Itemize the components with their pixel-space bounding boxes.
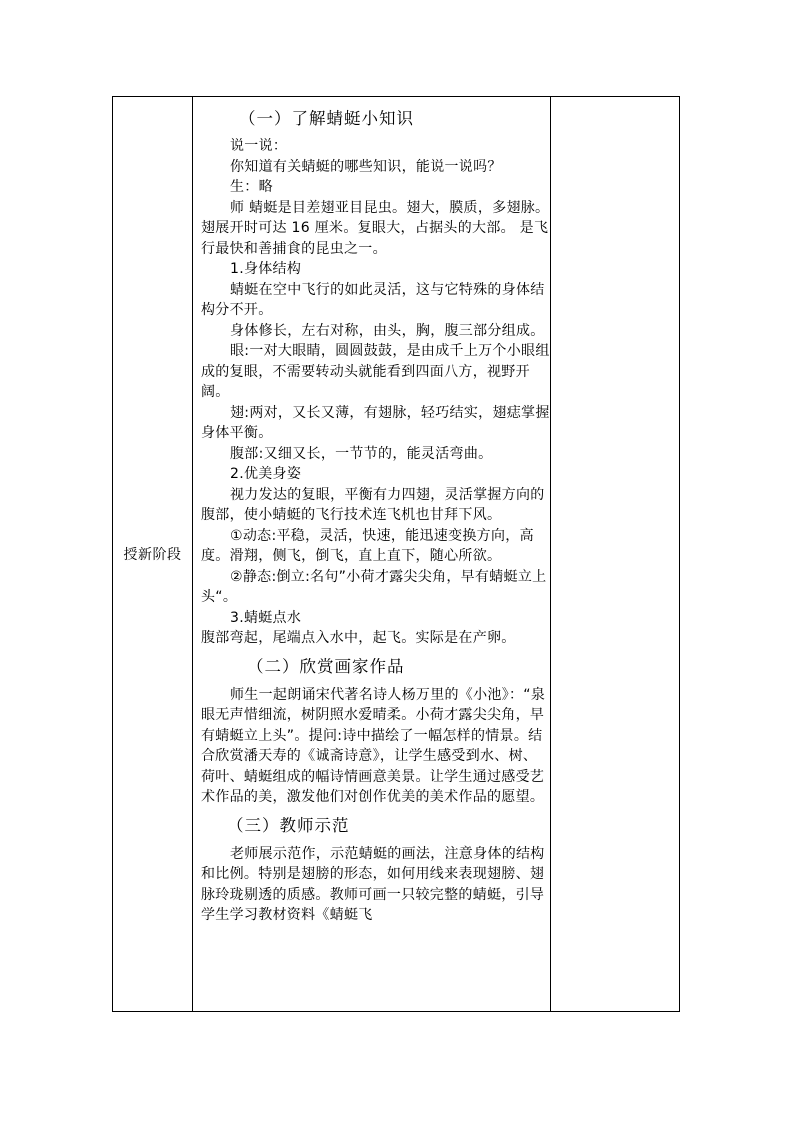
lesson-plan-table	[112, 96, 680, 1012]
paragraph: 师 蜻蜓是目差翅亚目昆虫。翅大，膜质，多翅脉。翅展开时可达 16 厘米。复眼大，占据头的大部。 是飞行最快和善捕食的昆虫之一。	[201, 199, 550, 257]
section-heading: （三）教师示范	[227, 815, 350, 835]
paragraph: 腹部:又细又长，一节节的，能灵活弯曲。	[230, 445, 493, 462]
paragraph: 翅:两对，又长又薄，有翅脉，轻巧结实，翅痣掌握身体平衡。	[201, 404, 550, 441]
paragraph: 视力发达的复眼，平衡有力四翅，灵活掌握方向的腹部，使小蜻蜓的飞行技术连飞机也甘拜下风。	[201, 486, 545, 523]
paragraph: 眼:一对大眼睛，圆圆鼓鼓，是由成千上万个小眼组成的复眼，不需要转动头就能看到四面八方，视野开阔。	[201, 343, 550, 400]
paragraph: 蜻蜓在空中飞行的如此灵活，这与它特殊的身体结构分不开。	[201, 281, 545, 318]
section-heading: （一）了解蜻蜓小知识	[239, 109, 414, 128]
paragraph: 老师展示范作，示范蜻蜓的画法，注意身体的结构和比例。特别是翅膀的形态，如何用线来表现翅膀、翅脉玲珑剔透的质感。教师可画一只较完整的蜻蜓，引导学生学习教材资料《蜻蜓飞	[201, 845, 545, 923]
paragraph: 师生一起朗诵宋代著名诗人杨万里的《小池》：“泉眼无声惜细流，树阴照水爱晴柔。小荷才露尖尖角，早有蜻蜓立上头”。提问:诗中描绘了一幅怎样的情景。结合欣赏潘天寿的《诚斋诗意》，让学生感受到水、树、荷叶、蜻蜓组成的幅诗情画意美景。让学生通过感受艺术作品的美，激发他们对创作优美的美术作品的愿望。	[201, 686, 546, 805]
paragraph: 腹部弯起，尾端点入水中，起飞。实际是在产卵。	[201, 630, 516, 646]
lesson-content	[201, 102, 551, 926]
paragraph: ①动态:平稳，灵活，快速，能迅速变换方向，高度。滑翔，侧飞，倒飞，直上直下，随心所欲。	[201, 527, 534, 564]
paragraph: 你知道有关蜻蜓的哪些知识，能说一说吗？	[230, 158, 502, 175]
paragraph: 说一说：	[230, 138, 288, 154]
paragraph: 生：略	[230, 179, 273, 195]
subheading: 2.优美身姿	[230, 466, 302, 482]
subheading: 3.蜻蜓点水	[230, 609, 302, 626]
column-divider	[192, 97, 193, 1011]
paragraph: 身体修长，左右对称，由头，胸，腹三部分组成。	[230, 322, 545, 339]
section-heading: （二）欣赏画家作品	[247, 656, 405, 676]
subheading: 1.身体结构	[230, 261, 302, 277]
paragraph: ②静态:倒立:名句”小荷才露尖尖角，早有蜻蜓立上头“。	[201, 568, 547, 605]
stage-label: 授新阶段	[123, 547, 182, 563]
